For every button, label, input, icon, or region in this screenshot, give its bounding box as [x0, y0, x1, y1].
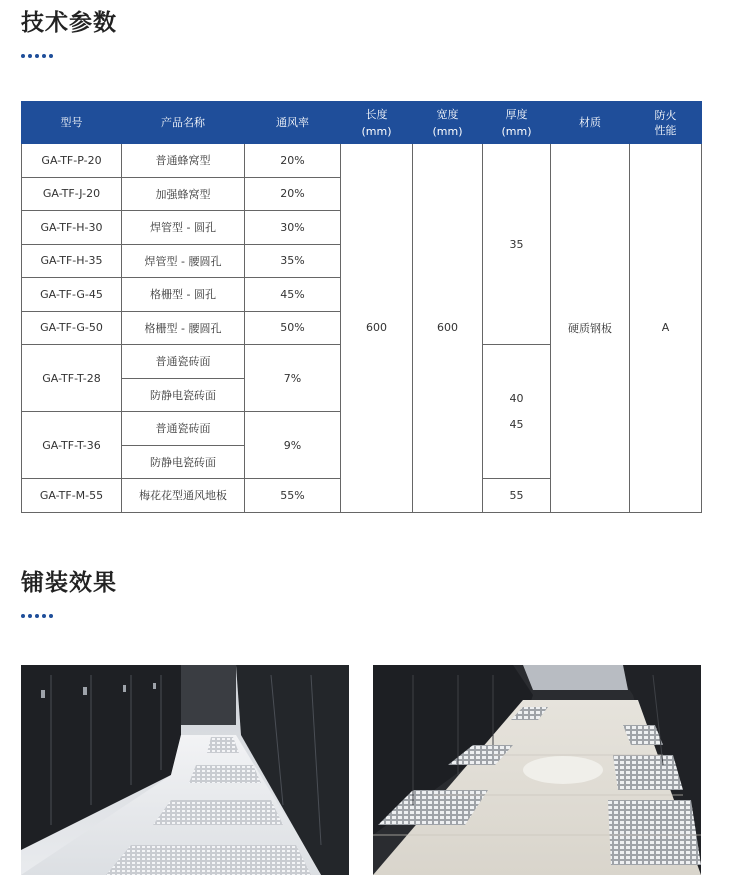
- header-vent: 通风率: [245, 102, 341, 144]
- header-material: 材质: [551, 102, 630, 144]
- cell-vent: 45%: [245, 278, 341, 312]
- cell-model: GA-TF-H-30: [22, 211, 122, 245]
- cell-model: GA-TF-T-36: [22, 412, 122, 479]
- cell-name: 普通蜂窝型: [122, 144, 245, 178]
- title-dots-decoration: [21, 54, 53, 58]
- cell-model: GA-TF-G-50: [22, 311, 122, 345]
- cell-vent: 55%: [245, 479, 341, 513]
- cell-model: GA-TF-P-20: [22, 144, 122, 178]
- cell-length: 600: [341, 144, 413, 513]
- header-fire: 防火 性能: [630, 102, 702, 144]
- cell-thickness-35: 35: [483, 144, 551, 345]
- specs-title: 技术参数: [21, 10, 117, 36]
- table-header-row: [22, 102, 702, 144]
- cell-vent: 20%: [245, 177, 341, 211]
- header-width: 宽度 (mm): [413, 102, 483, 144]
- header-name: 产品名称: [122, 102, 245, 144]
- cell-name: 防静电瓷砖面: [122, 378, 245, 412]
- cell-width: 600: [413, 144, 483, 513]
- cell-model: GA-TF-J-20: [22, 177, 122, 211]
- spec-table: [21, 101, 702, 513]
- cell-name: 普通瓷砖面: [122, 345, 245, 379]
- cell-model: GA-TF-H-35: [22, 244, 122, 278]
- header-thickness: 厚度 (mm): [483, 102, 551, 144]
- cell-vent: 30%: [245, 211, 341, 245]
- cell-model: GA-TF-T-28: [22, 345, 122, 412]
- installation-photo-1: [21, 665, 349, 875]
- table-row: [22, 144, 702, 178]
- cell-model: GA-TF-M-55: [22, 479, 122, 513]
- cell-name: 梅花花型通风地板: [122, 479, 245, 513]
- cell-vent: 35%: [245, 244, 341, 278]
- cell-name: 格栅型 - 圆孔: [122, 278, 245, 312]
- installation-photo-2: [373, 665, 701, 875]
- header-model: 型号: [22, 102, 122, 144]
- title-dots-decoration: [21, 614, 53, 618]
- cell-vent: 50%: [245, 311, 341, 345]
- cell-name: 焊管型 - 腰圆孔: [122, 244, 245, 278]
- cell-vent: 9%: [245, 412, 341, 479]
- cell-fire: A: [630, 144, 702, 513]
- cell-name: 焊管型 - 圆孔: [122, 211, 245, 245]
- cell-name: 防静电瓷砖面: [122, 445, 245, 479]
- cell-vent: 7%: [245, 345, 341, 412]
- cell-thickness-55: 55: [483, 479, 551, 513]
- cell-name: 加强蜂窝型: [122, 177, 245, 211]
- cell-material: 硬质钢板: [551, 144, 630, 513]
- cell-model: GA-TF-G-45: [22, 278, 122, 312]
- cell-vent: 20%: [245, 144, 341, 178]
- install-title: 铺装效果: [21, 570, 117, 596]
- cell-thickness-40-45: 40 45: [483, 345, 551, 479]
- cell-name: 格栅型 - 腰圆孔: [122, 311, 245, 345]
- header-length: 长度 (mm): [341, 102, 413, 144]
- cell-name: 普通瓷砖面: [122, 412, 245, 446]
